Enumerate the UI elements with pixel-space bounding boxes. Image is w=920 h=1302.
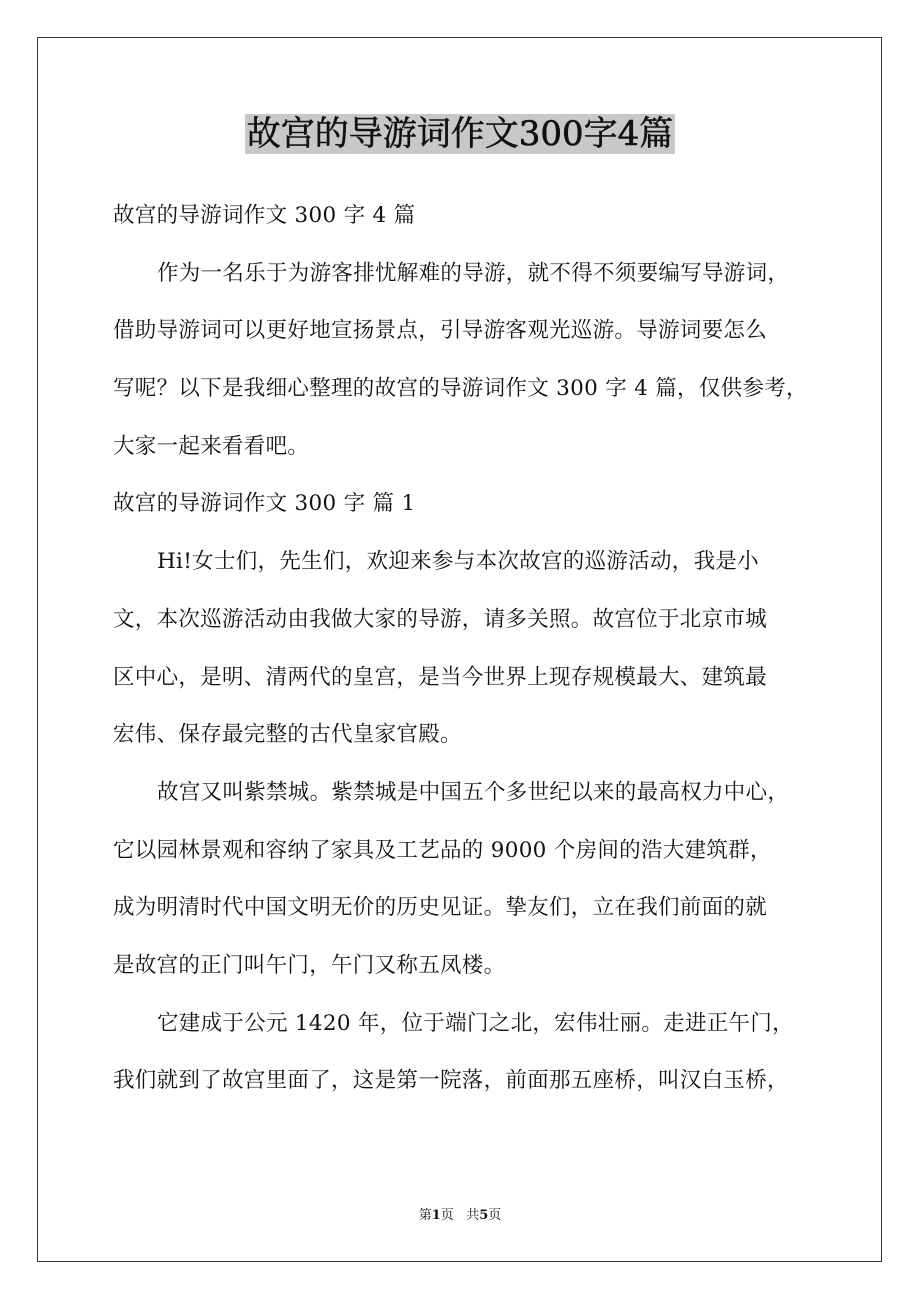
document-body [113,187,813,1110]
paragraph-line: 是故宫的正门叫午门，午门又称五凤楼。 [113,952,506,978]
paragraph-line: 成为明清时代中国文明无价的历史见证。挚友们，立在我们前面的就 [113,895,768,921]
paragraph-line: 区中心，是明、清两代的皇宫，是当今世界上现存规模最大、建筑最 [113,664,768,690]
page-footer [0,1207,920,1225]
footer-suffix: 页 [488,1208,502,1223]
page-number: 1 [431,1208,441,1223]
paragraph-line: 我们就到了故宫里面了，这是第一院落，前面那五座桥，叫汉白玉桥， [113,1068,789,1094]
total-pages: 5 [479,1208,489,1223]
paragraph-line: 写呢？以下是我细心整理的故宫的导游词作文 300 字 4 篇，仅供参考， [113,376,808,402]
paragraph-line: 它建成于公元 1420 年，位于端门之北，宏伟壮丽。走进正午门， [157,1010,794,1036]
footer-prefix: 第 [418,1208,432,1223]
paragraph-line: 文，本次巡游活动由我做大家的导游，请多关照。故宫位于北京市城 [113,606,768,632]
footer-mid: 页 共 [440,1208,480,1223]
paragraph-line: 故宫又叫紫禁城。紫禁城是中国五个多世纪以来的最高权力中心， [157,779,790,805]
paragraph-line: 作为一名乐于为游客排忧解难的导游，就不得不须要编写导游词， [157,260,790,286]
document-title-text: 故宫的导游词作文300字4篇 [246,114,674,154]
paragraph-line: 它以园林景观和容纳了家具及工艺品的 9000 个房间的浩大建筑群， [113,837,772,863]
paragraph-line: 借助导游词可以更好地宣扬景点，引导游客观光巡游。导游词要怎么 [113,318,768,344]
subtitle-line: 故宫的导游词作文 300 字 4 篇 [113,203,416,228]
section-heading: 故宫的导游词作文 300 字 篇 1 [113,491,416,517]
paragraph-line: 大家一起来看看吧。 [113,433,310,459]
document-title [0,108,920,160]
paragraph-line: 宏伟、保存最完整的古代皇家官殿。 [113,722,462,748]
paragraph-line: Hi!女士们，先生们，欢迎来参与本次故宫的巡游活动，我是小 [157,549,759,575]
